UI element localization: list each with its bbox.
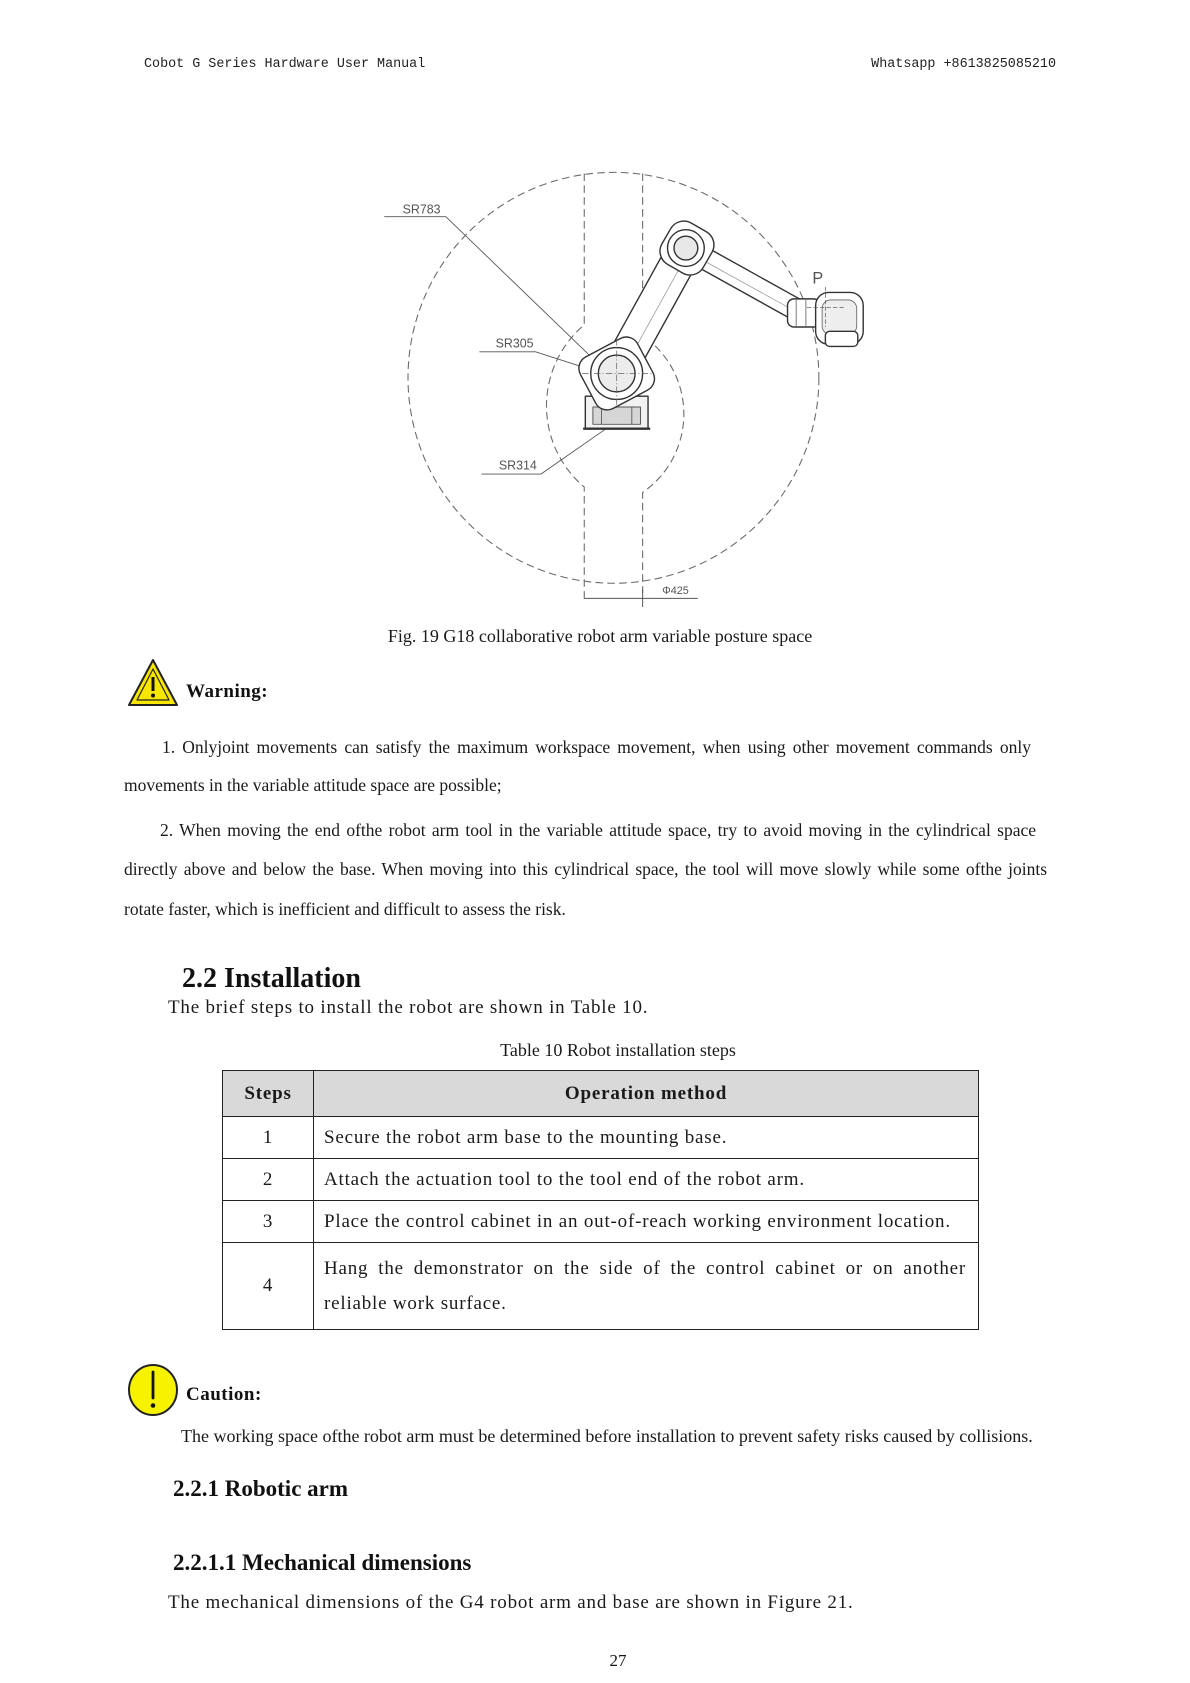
subsubsection-text: The mechanical dimensions of the G4 robot arm and base are shown in Figure 21. (168, 1592, 854, 1613)
table-row (223, 1159, 979, 1201)
sr305-leader (479, 352, 589, 369)
operation-method-line: Attach the actuation tool to the tool end of the robot arm. (324, 1169, 805, 1190)
diameter-label: Φ425 (662, 585, 689, 598)
warning-item-2-line-3: rotate faster, which is inefficient and difficult to assess the risk. (124, 899, 566, 919)
figure-caption: Fig. 19 G18 collaborative robot arm variable posture space (387, 626, 813, 646)
caution-title: Caution: (186, 1384, 262, 1405)
table-row (223, 1243, 979, 1330)
sr783-label: SR783 (402, 202, 441, 217)
section-intro: The brief steps to install the robot are shown in Table 10. (168, 997, 649, 1018)
cylinder-left-boundary (546, 173, 584, 600)
installation-steps-table (222, 1070, 979, 1330)
operation-method (314, 1243, 979, 1330)
warning-item-1-line-2: movements in the variable attitude space are possible; (124, 775, 502, 795)
subsection-heading: 2.2.1 Robotic arm (173, 1476, 349, 1501)
warning-item-1-line-1: 1. Onlyjoint movements can satisfy the maximum workspace movement, when using other movement commands only (162, 737, 1031, 757)
operation-method (314, 1117, 979, 1159)
sr314-label: SR314 (498, 458, 537, 473)
caution-text: The working space ofthe robot arm must be determined before installation to prevent safety risks caused by collisions. (181, 1426, 1033, 1446)
tool-point-label: P (812, 269, 824, 288)
table-caption: Table 10 Robot installation steps (500, 1040, 736, 1060)
section-heading: 2.2 Installation (182, 963, 361, 994)
robot-workspace-figure (368, 157, 887, 617)
operation-method-line: Place the control cabinet in an out-of-reach working environment location. (324, 1211, 951, 1232)
page-number: 27 (609, 1651, 627, 1670)
operation-method-line: reliable work surface. (324, 1293, 507, 1314)
table-row (223, 1117, 979, 1159)
header-title: Cobot G Series Hardware User Manual (144, 57, 426, 72)
operation-method-line: Hang the demonstrator on the side of the control cabinet or on another (324, 1258, 966, 1279)
step-number: 1 (223, 1117, 314, 1159)
warning-item-2-line-2: directly above and below the base. When moving into this cylindrical space, the tool will move slowly while some ofthe joints (124, 859, 1047, 879)
robot-arm-drawing (574, 216, 863, 429)
sr783-leader (384, 217, 598, 364)
operation-method (314, 1201, 979, 1243)
sr305-label: SR305 (495, 336, 534, 351)
step-number: 2 (223, 1159, 314, 1201)
step-number: 4 (223, 1243, 314, 1330)
caution-icon (127, 1363, 179, 1417)
step-number: 3 (223, 1201, 314, 1243)
column-header-steps: Steps (223, 1071, 314, 1117)
operation-method-line: Secure the robot arm base to the mounting base. (324, 1127, 728, 1148)
subsubsection-heading: 2.2.1.1 Mechanical dimensions (173, 1550, 472, 1575)
warning-item-2-line-1: 2. When moving the end ofthe robot arm tool in the variable attitude space, try to avoid moving in the cylindrical space (160, 820, 1036, 840)
header-contact: Whatsapp +8613825085210 (871, 57, 1056, 72)
column-header-operation-method: Operation method (314, 1071, 979, 1117)
table-row (223, 1201, 979, 1243)
operation-method (314, 1159, 979, 1201)
table-header-row (223, 1071, 979, 1117)
warning-title: Warning: (186, 681, 269, 702)
warning-icon (127, 657, 179, 709)
